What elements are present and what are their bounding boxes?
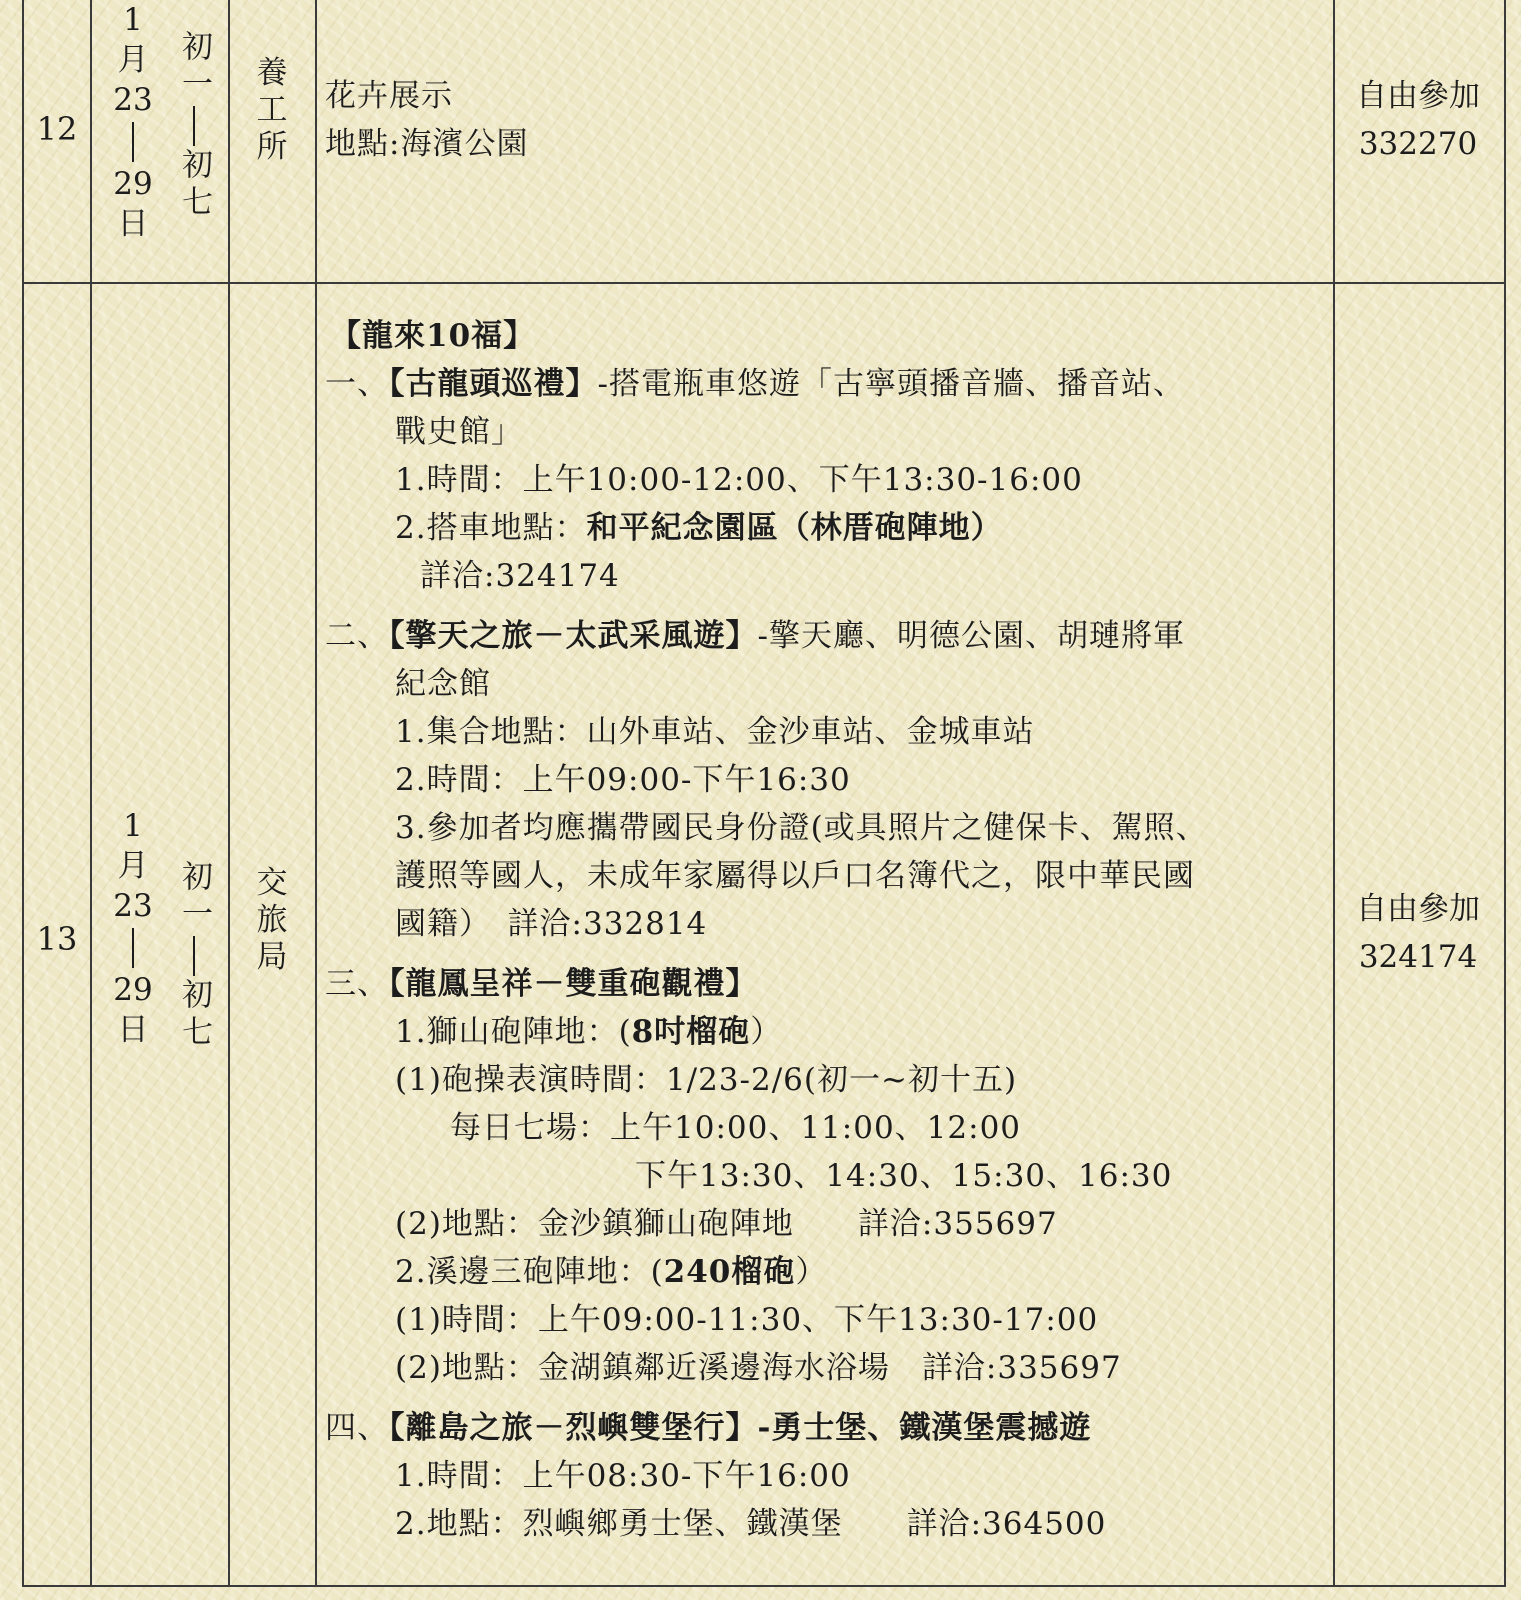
section-item: 1.獅山砲陣地：(8吋榴砲） [395,1014,783,1050]
section-item: 下午13:30、14:30、15:30、16:30 [635,1158,1173,1194]
section-name: 【離島之旅－烈嶼雙堡行】 [389,1410,758,1446]
section-item: 1.集合地點：山外車站、金沙車站、金城車站 [395,714,1035,750]
event-section-heading: 二、【擎天之旅－太武采風遊】-擎天廳、明德公園、胡璉將軍 [325,618,1185,654]
event-line: 地點:海濱公園 [325,126,529,162]
lunar-range [172,30,216,222]
lunar-from: 初一 [176,30,212,104]
date-from: 23 [113,888,153,924]
section-item: 2.溪邊三砲陣地：(240榴砲） [395,1254,828,1290]
table-border-right [1504,0,1506,1587]
lunar-to: 初七 [176,148,212,222]
row-number: 13 [36,920,78,958]
event-section-heading: 一、【古龍頭巡禮】-搭電瓶車悠遊「古寧頭播音牆、播音站、 [325,366,1185,402]
date-day-unit: 日 [117,1012,149,1048]
participation-label: 自由參加 [1356,891,1480,927]
organizer-char: 交 [256,865,288,901]
column-divider [228,0,230,1587]
section-desc-cont: 紀念館 [395,666,491,702]
section-item: 護照等國人，未成年家屬得以戶口名簿代之，限中華民國 [395,858,1195,894]
event-section-heading: 四、【離島之旅－烈嶼雙堡行】-勇士堡、鐵漢堡震撼遊 [325,1410,1092,1446]
section-item: 2.時間：上午09:00-下午16:30 [395,762,851,798]
table-border-left [22,0,24,1587]
organizer-char: 工 [256,92,288,128]
section-desc: -搭電瓶車悠遊「古寧頭播音牆、播音站、 [597,366,1185,402]
section-item: (2)地點：金沙鎮獅山砲陣地 詳洽:355697 [395,1206,1058,1242]
range-dash [132,122,134,162]
event-title: 【龍來10福】 [330,318,536,354]
range-dash [193,936,195,976]
column-divider [1333,0,1335,1587]
date-from: 23 [113,82,153,118]
section-item: (1)時間：上午09:00-11:30、下午13:30-17:00 [395,1302,1099,1338]
section-item: (1)砲操表演時間：1/23-2/6(初一~初十五) [395,1062,1018,1098]
event-content [325,312,1330,1548]
section-item: 2.搭車地點：和平紀念園區（林厝砲陣地） [395,510,1003,546]
organizer-char: 所 [256,129,288,165]
lunar-from: 初一 [176,860,212,934]
organizer-char: 養 [256,55,288,91]
lunar-range [172,860,216,1052]
date-month-unit: 月 [117,848,149,884]
section-item: 1.時間：上午08:30-下午16:00 [395,1458,851,1494]
section-item: 國籍） 詳洽:332814 [395,906,708,942]
column-divider [315,0,317,1587]
date-month: 1 [123,808,143,844]
event-content [325,72,1325,168]
section-desc: -擎天廳、明德公園、胡璉將軍 [757,618,1185,654]
organizer [250,55,294,166]
row-number: 12 [36,110,78,148]
organizer-char: 旅 [256,902,288,938]
section-name: 【擎天之旅－太武采風遊】 [389,618,758,654]
table-border-bottom [22,1585,1506,1587]
participation [1333,72,1503,168]
section-desc: -勇士堡、鐵漢堡震撼遊 [757,1410,1092,1446]
column-divider [90,0,92,1587]
section-name: 【龍鳳呈祥－雙重砲觀禮】 [389,966,758,1002]
section-item: 每日七場：上午10:00、11:00、12:00 [450,1110,1022,1146]
date-to: 29 [113,166,153,202]
participation-phone: 324174 [1358,939,1478,975]
section-contact: 詳洽:324174 [420,558,620,594]
date-day-unit: 日 [117,206,149,242]
range-dash [193,106,195,146]
section-item: 1.時間：上午10:00-12:00、下午13:30-16:00 [395,462,1083,498]
event-section-heading: 三、【龍鳳呈祥－雙重砲觀禮】 [325,966,758,1002]
section-item: (2)地點：金湖鎮鄰近溪邊海水浴場 詳洽:335697 [395,1350,1122,1386]
event-line: 花卉展示 [325,78,453,114]
range-dash [132,928,134,968]
date-month-unit: 月 [117,42,149,78]
participation-phone: 332270 [1358,126,1478,162]
participation-label: 自由參加 [1356,78,1480,114]
participation [1333,885,1503,981]
section-name: 【古龍頭巡禮】 [389,366,598,402]
date-range [110,806,156,1050]
section-item: 3.參加者均應攜帶國民身份證(或具照片之健保卡、駕照、 [395,810,1208,846]
row-divider [22,282,1506,284]
organizer-char: 局 [256,939,288,975]
organizer [250,865,294,976]
lunar-to: 初七 [176,978,212,1052]
date-range [110,0,156,244]
section-desc-cont: 戰史館」 [395,414,523,450]
section-item: 2.地點：烈嶼鄉勇士堡、鐵漢堡 詳洽:364500 [395,1506,1107,1542]
date-month: 1 [123,2,143,38]
date-to: 29 [113,972,153,1008]
